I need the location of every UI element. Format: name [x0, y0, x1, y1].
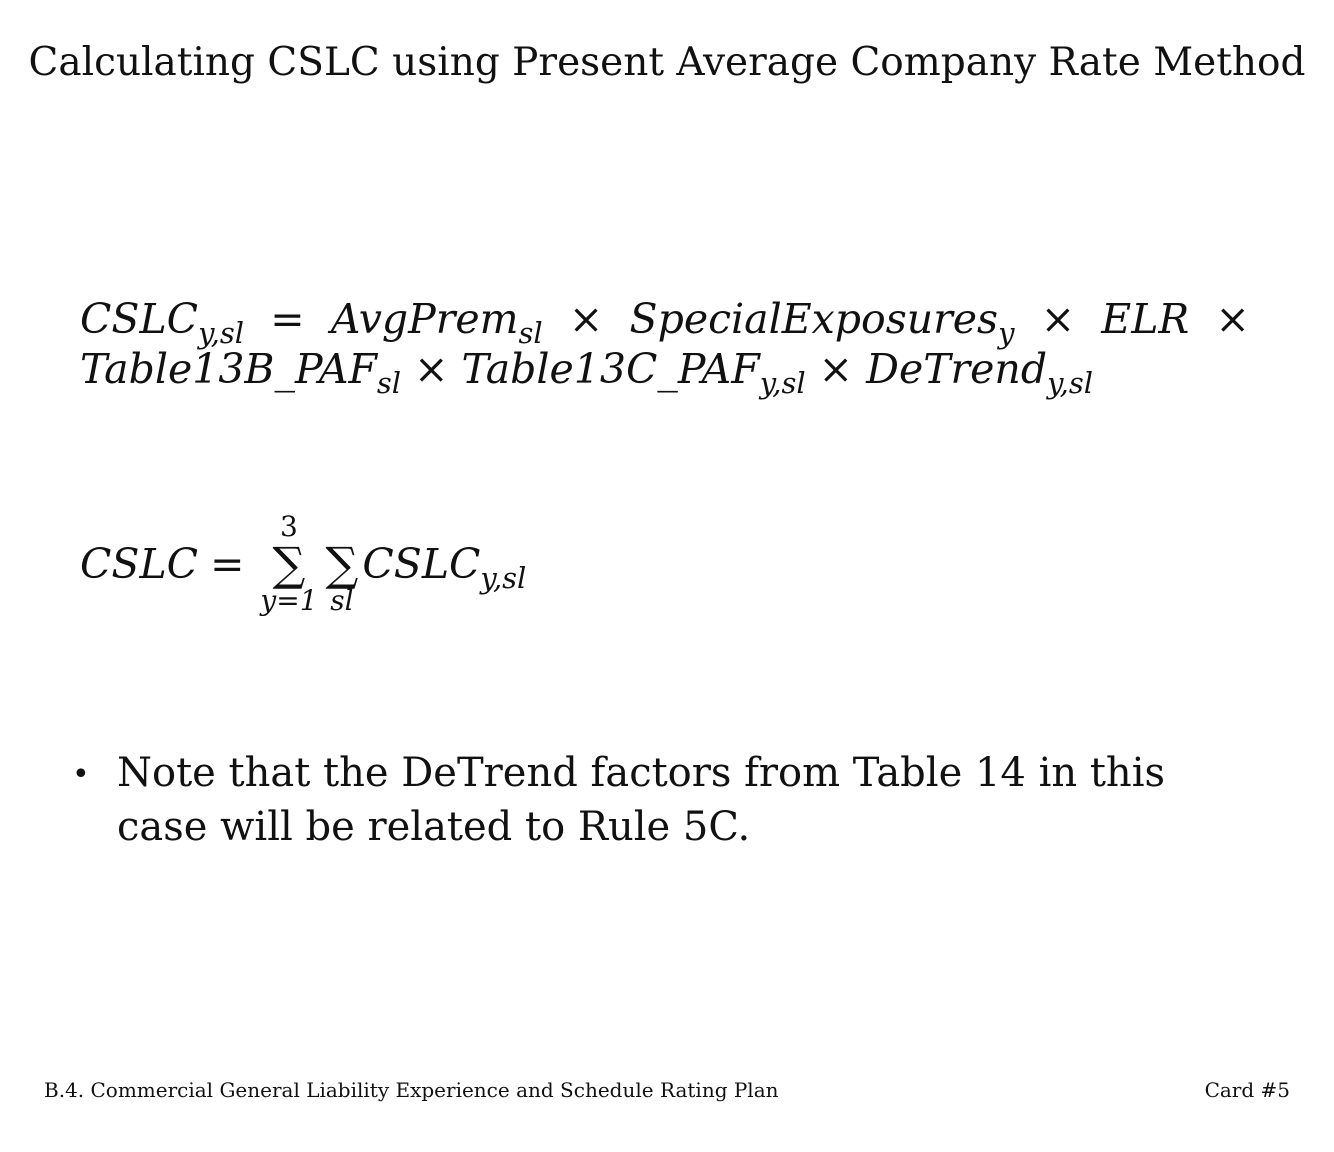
cslc-component-formula — [80, 294, 1250, 400]
footer-card-number: Card #5 — [1204, 1078, 1290, 1102]
sum-lower-limit: y=1 — [260, 584, 318, 617]
formula2-equals: = — [210, 540, 245, 588]
times-operator: × — [1040, 295, 1076, 343]
bullet-note-text: Note that the DeTrend factors from Table 14 in this case will be related to Rule 5C. — [117, 750, 1166, 850]
bullet-icon: • — [72, 757, 90, 792]
formula1-elr: ELR — [1101, 295, 1190, 343]
formula2-lhs: CSLC — [80, 540, 199, 588]
bullet-note — [72, 746, 1272, 854]
cslc-total-formula — [80, 504, 526, 624]
sigma-symbol: ∑ — [272, 537, 306, 591]
formula2-term: $CSLC_{y,sl}$ — [362, 540, 527, 595]
times-operator: × — [414, 345, 449, 393]
formula1-lhs: $CSLC_{y,sl}$ — [80, 295, 244, 350]
footer-section-title: B.4. Commercial General Liability Experience and Schedule Rating Plan — [44, 1078, 779, 1102]
sum-lower-limit: sl — [330, 584, 354, 617]
formula1-equals: = — [270, 295, 305, 343]
summation-over-sublines — [326, 512, 359, 616]
sum-upper-limit: 3 — [280, 510, 298, 543]
times-operator: × — [818, 345, 854, 393]
formula1-table13c-paf: $Table13C\_PAF_{y,sl}$ — [461, 345, 806, 400]
times-operator: × — [1215, 295, 1250, 343]
sigma-symbol: ∑ — [325, 537, 359, 591]
formula1-table13b-paf: $Table13B\_PAF_{sl}$ — [80, 345, 402, 400]
summation-over-years — [260, 512, 317, 616]
slide-title: Calculating CSLC using Present Average Company Rate Method — [28, 40, 1306, 85]
formula1-avgprem: AvgPrem$_{sl}$ — [330, 295, 543, 350]
formula1-detrend: DeTrend$_{y,sl}$ — [866, 345, 1093, 400]
formula1-special-exposures: SpecialExposures$_y$ — [629, 295, 1015, 350]
times-operator: × — [568, 295, 604, 343]
